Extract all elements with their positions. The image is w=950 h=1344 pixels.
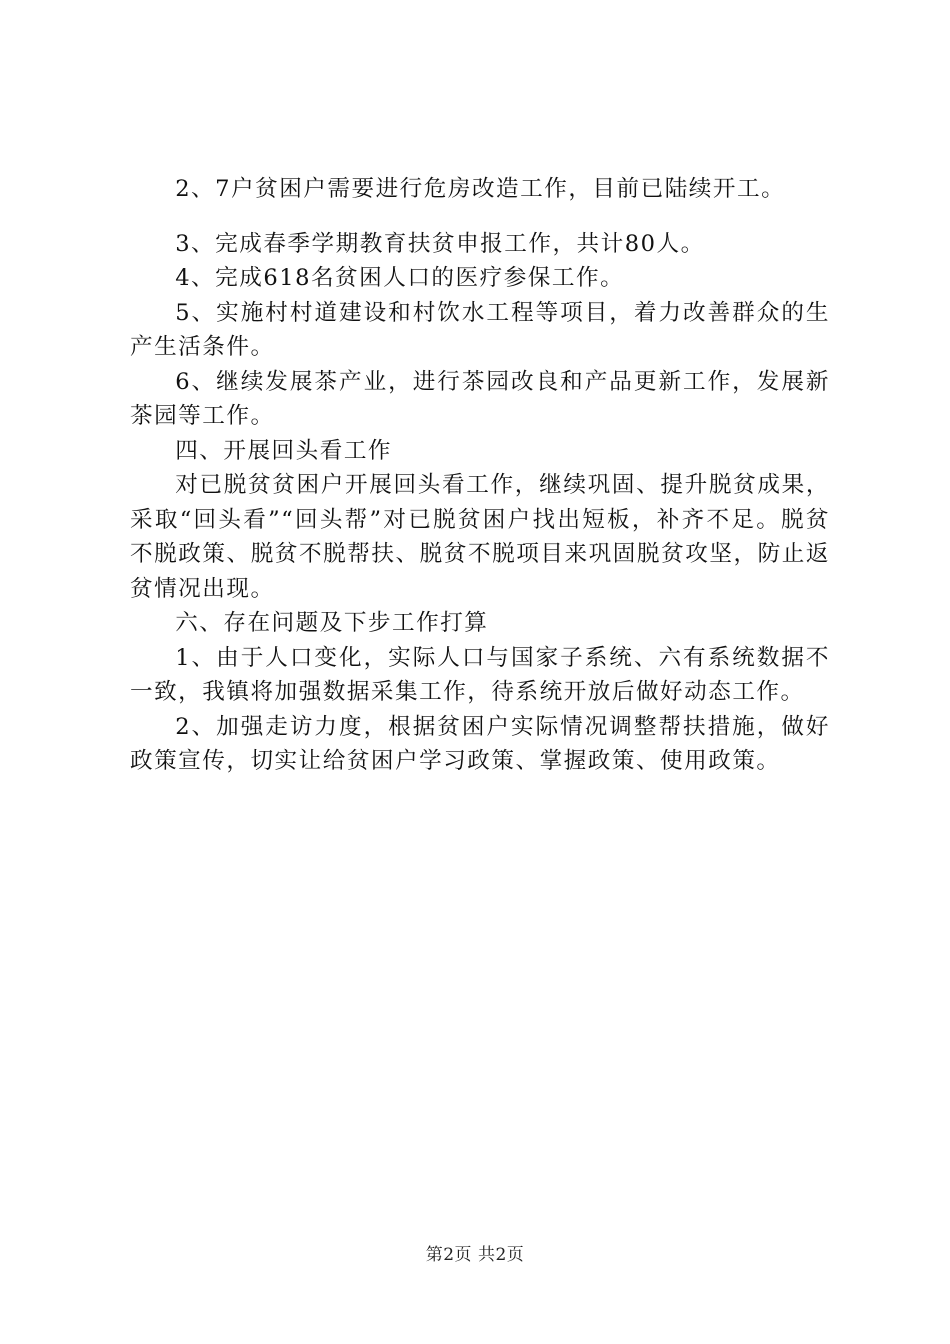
paragraph-road-water-projects: 5、实施村村道建设和村饮水工程等项目，着力改善群众的生产生活条件。 <box>130 299 830 360</box>
paragraph-review-work: 对已脱贫贫困户开展回头看工作，继续巩固、提升脱贫成果，采取“回头看”“回头帮”对已脱贫困户找出短板，补齐不足。脱贫不脱政策、脱贫不脱帮扶、脱贫不脱项目来巩固脱贫攻坚，防止返贫情况出现。 <box>130 472 830 602</box>
paragraph-housing-renovation: 2、7户贫困户需要进行危房改造工作，目前已陆续开工。 <box>175 176 786 202</box>
paragraph-data-mismatch: 1、由于人口变化，实际人口与国家子系统、六有系统数据不一致，我镇将加强数据采集工作，待系统开放后做好动态工作。 <box>130 644 830 705</box>
paragraph-visits-policy: 2、加强走访力度，根据贫困户实际情况调整帮扶措施，做好政策宣传，切实让给贫困户学习政策、掌握政策、使用政策。 <box>130 713 830 774</box>
section-heading-problems: 六、存在问题及下步工作打算 <box>175 610 489 636</box>
page-number-footer: 第2页 共2页 <box>425 1245 525 1265</box>
paragraph-education-aid: 3、完成春季学期教育扶贫申报工作，共计80人。 <box>175 230 705 257</box>
paragraph-medical-insurance: 4、完成618名贫困人口的医疗参保工作。 <box>175 265 625 291</box>
paragraph-tea-industry: 6、继续发展茶产业，进行茶园改良和产品更新工作，发展新茶园等工作。 <box>130 368 830 429</box>
section-heading-review: 四、开展回头看工作 <box>175 437 393 464</box>
document-body <box>130 172 830 779</box>
